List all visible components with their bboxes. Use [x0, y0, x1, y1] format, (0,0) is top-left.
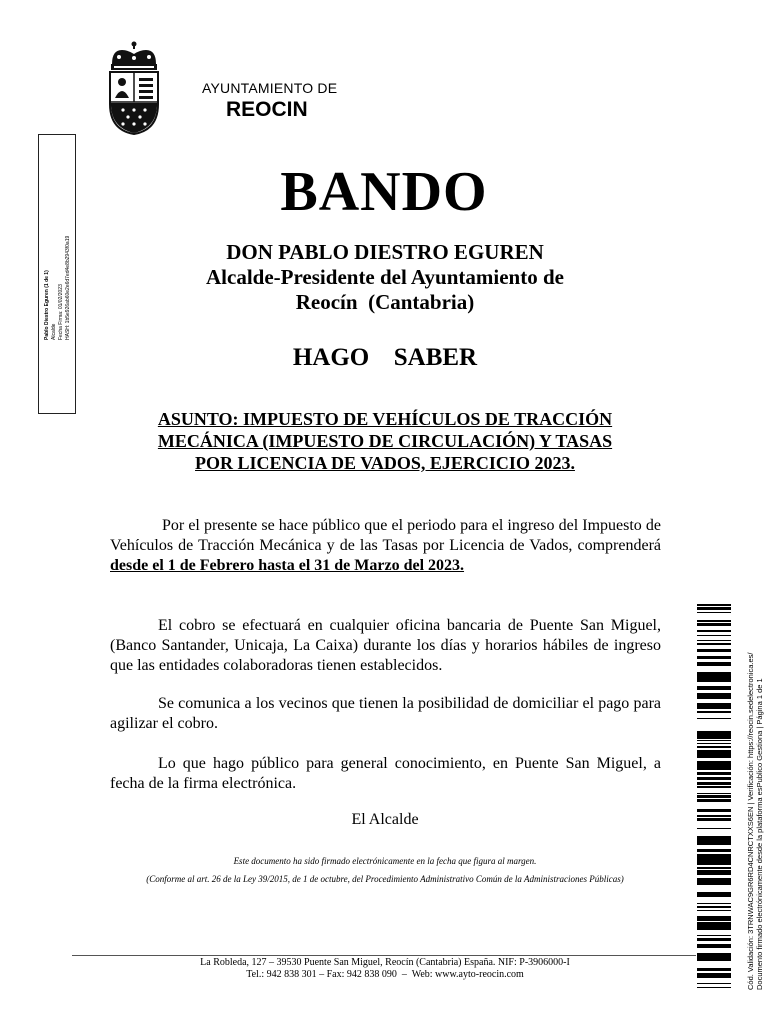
signature-date: Fecha Firma: 01/02/2023	[58, 284, 64, 340]
subject-line3: POR LICENCIA DE VADOS, EJERCICIO 2023.	[195, 453, 575, 473]
paragraph-public-notice	[110, 754, 661, 794]
coat-of-arms-logo	[106, 40, 162, 136]
mayor-name: DON PABLO DIESTRO EGUREN	[226, 240, 544, 264]
subject-line1: ASUNTO: IMPUESTO DE VEHÍCULOS DE TRACCIÓN	[157, 409, 613, 429]
paragraph-payment	[110, 616, 661, 676]
org-name-line2: REOCIN	[226, 98, 308, 121]
closing-signature-title: El Alcalde	[351, 811, 419, 828]
org-name-line1: AYUNTAMIENTO DE	[202, 80, 338, 96]
paragraph-direct-debit-text: Se comunica a los vecinos que tienen la posibilidad de domiciliar el pago para agilizar el cobro.	[110, 695, 661, 732]
e-signature-note: Este documento ha sido firmado electrónicamente en la fecha que figura al margen.	[233, 856, 537, 866]
verification-text	[746, 653, 764, 991]
mayor-block	[150, 240, 620, 315]
paragraph-public-notice-text: Lo que hago público para general conocimiento, en Puente San Miguel, a fecha de la firma electrónica.	[110, 755, 661, 792]
signature-hash: HASH: 1b5e926ab60e2e6d7ed4e8b2943f0a19	[65, 235, 71, 340]
paragraph-period	[110, 516, 661, 576]
subject-heading	[110, 408, 660, 474]
period-dates-highlight: desde el 1 de Febrero hasta el 31 de Marzo del 2023.	[110, 557, 465, 574]
legal-reference-note: (Conforme al art. 26 de la Ley 39/2015, de 1 de octubre, del Procedimiento Administrativo Común de la Administraciones Públicas)	[146, 874, 624, 884]
mayor-role-line2: Reocín (Cantabria)	[295, 290, 475, 314]
footer-line1: La Robleda, 127 – 39530 Puente San Miguel, Reocín (Cantabria) España. NIF: P-3906000-I	[200, 957, 570, 968]
verification-line1: Cód. Validación: 3TRNWAC9GR6RD4CNRCTXXS6EN | Verificación: https://reocin.sedelectronica.es/	[746, 652, 755, 990]
paragraph-direct-debit	[110, 694, 661, 734]
subject-line2: MECÁNICA (IMPUESTO DE CIRCULACIÓN) Y TASAS	[157, 431, 613, 451]
verification-line2: Documento firmado electrónicamente desde la plataforma esPublico Gestiona | Página 1 de 1	[755, 678, 764, 990]
footer-address	[90, 957, 680, 981]
mayor-role-line1: Alcalde-Presidente del Ayuntamiento de	[206, 265, 564, 289]
announce-heading: HAGO SABER	[292, 344, 478, 371]
signature-role: Alcalde	[51, 323, 57, 340]
footer-line2: Tel.: 942 838 301 – Fax: 942 838 090 – Web: www.ayto-reocin.com	[246, 969, 524, 980]
barcode-icon	[697, 604, 731, 988]
signature-signer: Pablo Diestro Eguren (1 de 1)	[44, 270, 50, 340]
paragraph-period-text: Por el presente se hace público que el periodo para el ingreso del Impuesto de Vehículos de Tracción Mecánica y de las Tasas por Licencia de Vados, comprenderá	[110, 517, 661, 554]
footer-divider	[72, 955, 696, 956]
document-title: BANDO	[280, 161, 488, 223]
paragraph-payment-text: El cobro se efectuará en cualquier oficina bancaria de Puente San Miguel, (Banco Santander, Unicaja, La Caixa) durante los días y horarios hábiles de ingreso que las entidades colaboradoras tienen establecidos.	[110, 617, 661, 674]
